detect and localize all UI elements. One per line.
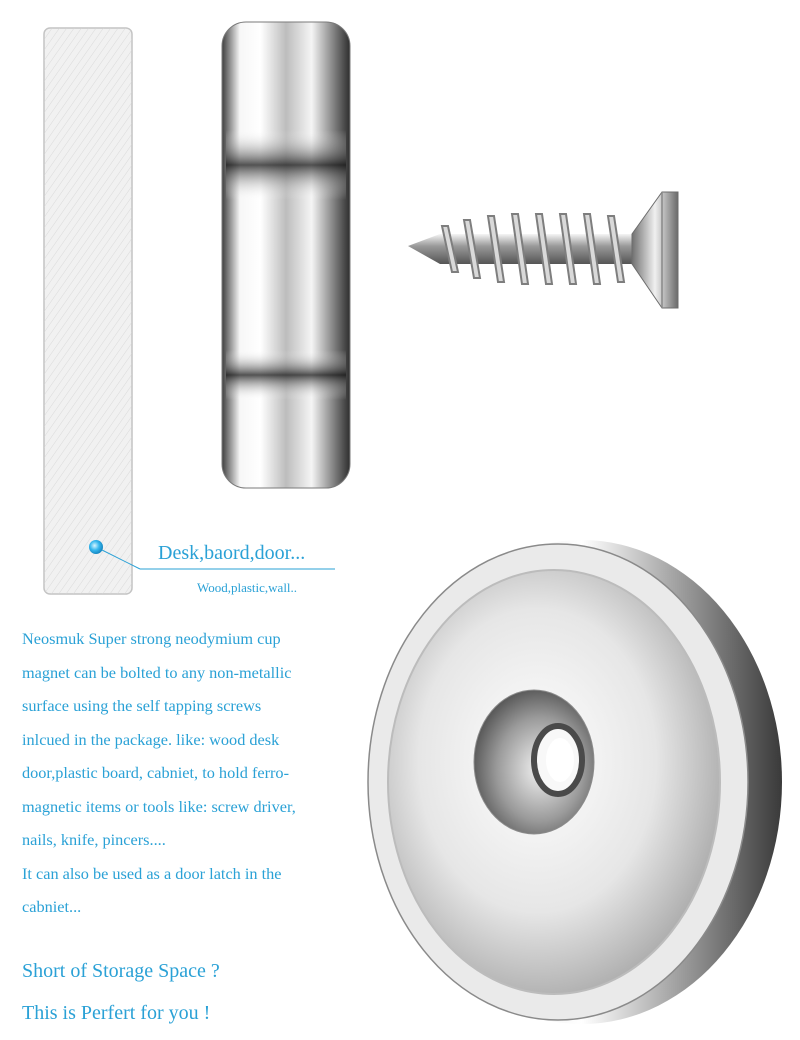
description-line: surface using the self tapping screws bbox=[22, 696, 262, 715]
screw-icon bbox=[400, 188, 682, 312]
description-line: Neosmuk Super strong neodymium cup bbox=[22, 629, 281, 648]
mounting-board-icon bbox=[40, 24, 136, 598]
description-line: It can also be used as a door latch in the bbox=[22, 863, 282, 883]
description-line: magnet can be bolted to any non-metallic bbox=[22, 662, 292, 682]
description-line: cabniet... bbox=[22, 897, 82, 916]
magnet-side-view-icon bbox=[218, 20, 354, 492]
callout-subtitle: Wood,plastic,wall.. bbox=[197, 580, 298, 595]
description-line: inlcued in the package. like: wood desk bbox=[22, 729, 280, 749]
tagline-question: Short of Storage Space ? bbox=[22, 960, 220, 982]
callout-title: Desk,baord,door... bbox=[158, 542, 306, 564]
description-line: door,plastic board, cabniet, to hold ferro- bbox=[22, 763, 289, 782]
description-line: nails, knife, pincers.... bbox=[22, 830, 166, 849]
description-line: magnetic items or tools like: screw driver, bbox=[22, 796, 296, 816]
product-description bbox=[22, 622, 367, 924]
cup-magnet-icon bbox=[350, 530, 790, 1030]
tagline-answer: This is Perfert for you ! bbox=[22, 1002, 211, 1024]
